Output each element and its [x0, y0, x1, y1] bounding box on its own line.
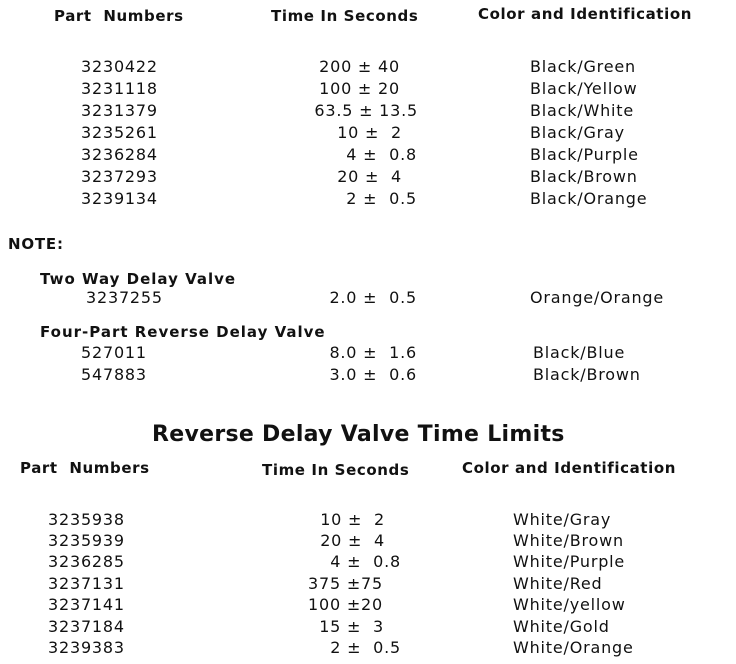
- top-time-cell: 10 ± 2: [337, 123, 402, 142]
- reverse-time-cell: 4 ± 0.8: [330, 552, 401, 571]
- four-part-color-cell: Black/Blue: [533, 343, 626, 362]
- two-way-delay-valve-title: Two Way Delay Valve: [40, 270, 237, 288]
- four-part-part-cell: 547883: [81, 365, 147, 384]
- four-part-time-cell: 8.0 ± 1.6: [329, 343, 417, 362]
- top-part-cell: 3236284: [81, 145, 158, 164]
- reverse-time-cell: 20 ± 4: [320, 531, 385, 550]
- top-time-cell: 4 ± 0.8: [346, 145, 417, 164]
- top-color-cell: Black/Green: [530, 57, 636, 76]
- reverse-part-cell: 3235938: [48, 510, 125, 529]
- top-color-cell: Black/Orange: [530, 189, 648, 208]
- reverse-time-cell: 15 ± 3: [319, 617, 384, 636]
- reverse-color-cell: White/Brown: [513, 531, 624, 550]
- reverse-part-cell: 3237141: [48, 595, 125, 614]
- reverse-part-cell: 3235939: [48, 531, 125, 550]
- reverse-header-time: Time In Seconds: [262, 461, 410, 479]
- reverse-color-cell: White/yellow: [513, 595, 626, 614]
- top-part-cell: 3230422: [81, 57, 158, 76]
- note-label: NOTE:: [8, 235, 64, 253]
- four-part-reverse-delay-valve-title: Four-Part Reverse Delay Valve: [40, 323, 326, 341]
- reverse-color-cell: White/Red: [513, 574, 603, 593]
- top-color-cell: Black/Yellow: [530, 79, 638, 98]
- reverse-header-part-numbers: Part Numbers: [20, 459, 150, 477]
- top-time-cell: 100 ± 20: [319, 79, 400, 98]
- reverse-table-title: Reverse Delay Valve Time Limits: [152, 422, 565, 447]
- top-header-time: Time In Seconds: [271, 7, 419, 25]
- reverse-time-cell: 10 ± 2: [320, 510, 385, 529]
- top-part-cell: 3237293: [81, 167, 158, 186]
- top-header-part-numbers: Part Numbers: [54, 7, 184, 25]
- top-time-cell: 2 ± 0.5: [346, 189, 417, 208]
- two-way-part-cell: 3237255: [86, 288, 163, 307]
- top-color-cell: Black/White: [530, 101, 635, 120]
- two-way-time-cell: 2.0 ± 0.5: [329, 288, 417, 307]
- top-part-cell: 3231118: [81, 79, 158, 98]
- top-color-cell: Black/Purple: [530, 145, 639, 164]
- top-time-cell: 20 ± 4: [337, 167, 402, 186]
- reverse-part-cell: 3239383: [48, 638, 125, 657]
- reverse-part-cell: 3237184: [48, 617, 125, 636]
- top-part-cell: 3239134: [81, 189, 158, 208]
- reverse-part-cell: 3236285: [48, 552, 125, 571]
- top-part-cell: 3235261: [81, 123, 158, 142]
- top-color-cell: Black/Brown: [530, 167, 638, 186]
- reverse-color-cell: White/Gold: [513, 617, 610, 636]
- reverse-time-cell: 2 ± 0.5: [330, 638, 401, 657]
- top-time-cell: 200 ± 40: [319, 57, 400, 76]
- reverse-color-cell: White/Gray: [513, 510, 612, 529]
- reverse-color-cell: White/Purple: [513, 552, 626, 571]
- top-color-cell: Black/Gray: [530, 123, 625, 142]
- four-part-time-cell: 3.0 ± 0.6: [329, 365, 417, 384]
- top-part-cell: 3231379: [81, 101, 158, 120]
- two-way-color-cell: Orange/Orange: [530, 288, 665, 307]
- four-part-color-cell: Black/Brown: [533, 365, 641, 384]
- reverse-time-cell: 375 ±75: [308, 574, 383, 593]
- four-part-part-cell: 527011: [81, 343, 147, 362]
- reverse-time-cell: 100 ±20: [308, 595, 383, 614]
- reverse-part-cell: 3237131: [48, 574, 125, 593]
- reverse-color-cell: White/Orange: [513, 638, 634, 657]
- top-header-color: Color and Identification: [478, 5, 692, 23]
- top-time-cell: 63.5 ± 13.5: [314, 101, 418, 120]
- reverse-header-color: Color and Identification: [462, 459, 676, 477]
